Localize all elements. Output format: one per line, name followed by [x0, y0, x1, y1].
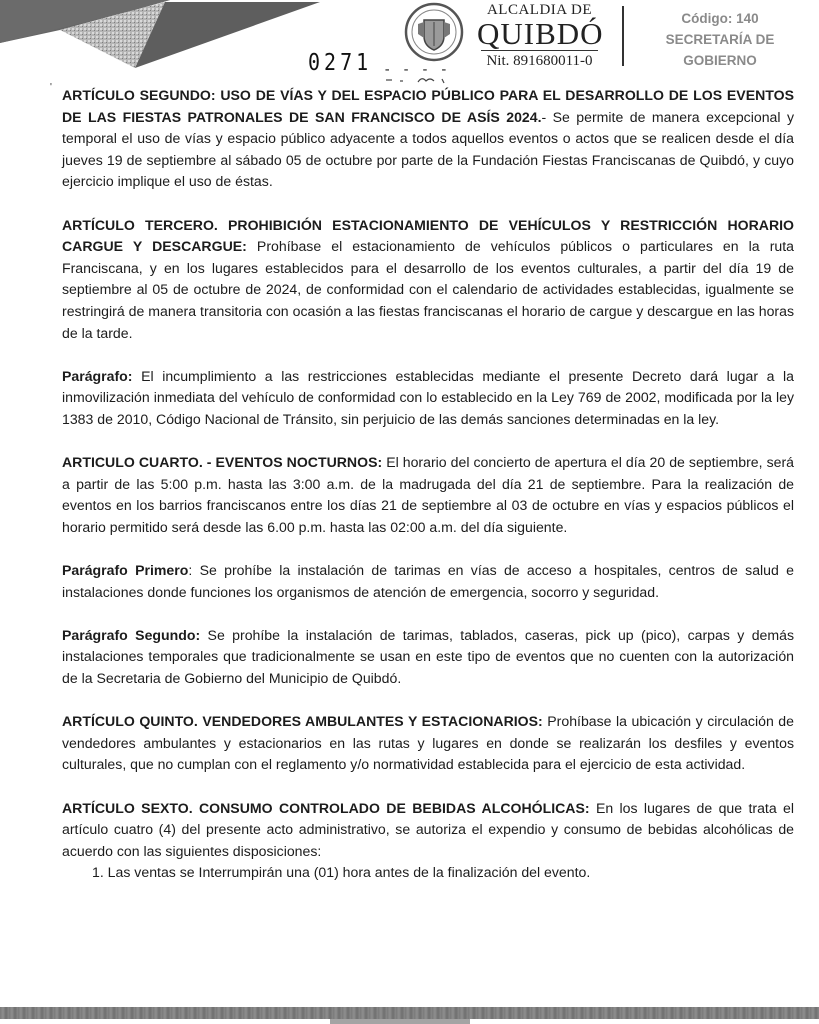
footer-cutoff-text [330, 1019, 470, 1024]
paragrafo [62, 366, 794, 431]
alcaldia-logo-text [477, 0, 602, 70]
article-heading: ARTICULO CUARTO. - EVENTOS NOCTURNOS: [62, 454, 383, 471]
secretaria-label: SECRETARÍA DE [665, 32, 775, 47]
list-item: 1. Las ventas se Interrumpirán una (01) hora antes de la finalización del evento. [92, 864, 591, 881]
article-text: Se prohíbe la instalación de tarimas, tablados, caseras, pick up (pico), carpas y demás instalaciones temporales que tradicionalmente se usan en este tipo de eventos que no cuenten con la autorización de la Secretaria de Gobierno del Municipio de Quibdó. [62, 626, 794, 687]
municipal-seal-logo [404, 2, 464, 62]
article-heading: Parágrafo: [62, 367, 133, 384]
disposiciones-list [62, 862, 794, 884]
handwritten-mark [384, 74, 454, 84]
paragrafo-segundo [62, 625, 794, 690]
article-text: El incumplimiento a las restricciones establecidas mediante el presente Decreto dará lugar a la inmovilización inmediata del vehículo de conformidad con lo establecido en la Ley 769 de 2002, modificada por la ley 1383 de 2010, Código Nacional de Tránsito, sin perjuicio de las demás sanciones determinadas en la ley. [62, 367, 794, 427]
article-text: : Se prohíbe la instalación de tarimas en vías de acceso a hospitales, centros de salud e instalaciones donde funciones los organismos de atención de emergencia, socorro y seguridad. [62, 562, 794, 600]
decorative-triangles-graphic [0, 0, 330, 75]
header-divider [622, 6, 624, 66]
codigo-label: Código: 140 [681, 11, 759, 26]
article-heading: Parágrafo Primero [62, 562, 189, 579]
footer-bar [0, 1007, 819, 1019]
scan-speck: ' [50, 82, 52, 93]
city-name: QUIBDÓ [477, 16, 604, 51]
article-sexto [62, 798, 794, 863]
article-segundo [62, 85, 794, 193]
article-cuarto [62, 452, 794, 538]
article-quinto [62, 711, 794, 776]
department-info [640, 8, 800, 71]
article-heading: ARTÍCULO TERCERO. PROHIBICIÓN ESTACIONAMIENTO DE VEHÍCULOS Y RESTRICCIÓN HORARIO CARGUE Y DESCARGUE: [62, 216, 794, 255]
document-header [0, 0, 819, 80]
decree-number-dashes: - - - - [383, 62, 450, 78]
article-text: El horario del concierto de apertura el día 20 de septiembre, será a partir de las 5:00 p.m. hasta las 3:00 a.m. de la madrugada del día 21 de septiembre. Para la realización de eventos en los barrios franciscanos entre los días 21 de septiembre al 03 de octubre en vías y espacios públicos el horario permitido será desde las 6.00 p.m. hasta las 02:00 a.m. del día siguiente. [62, 454, 794, 535]
gobierno-label: GOBIERNO [683, 53, 757, 68]
article-heading: Parágrafo Segundo: [62, 626, 201, 643]
decree-number-stamp: 0271 [308, 48, 373, 76]
document-body [62, 85, 794, 884]
paragrafo-primero [62, 560, 794, 603]
alcaldia-de-label: ALCALDIA DE [486, 2, 593, 18]
article-text: Prohíbase el estacionamiento de vehículos públicos o particulares en la ruta Franciscana, y en los lugares establecidos para el desarrollo de los eventos culturales, a partir del día 19 de septiembre al 05 de octubre de 2024, de conformidad con el calendario de actividades establecidas, igualmente se restringirá de manera transitoria con ocasión a las fiestas franciscanas el horario de cargue y descargue en las horas de la tarde. [62, 238, 794, 341]
article-heading: ARTÍCULO SEXTO. CONSUMO CONTROLADO DE BEBIDAS ALCOHÓLICAS: [62, 799, 590, 816]
article-heading: ARTÍCULO SEGUNDO: USO DE VÍAS Y DEL ESPACIO PÚBLICO PARA EL DESARROLLO DE LOS EVENTOS DE LAS FIESTAS PATRONALES DE SAN FRANCISCO DE ASÍS 2024. [62, 87, 794, 125]
article-text: Prohíbase la ubicación y circulación de vendedores ambulantes y estacionarios en las rutas y lugares en donde se realizarán los desfiles y eventos culturales, que no cumplan con el reglamento y/o normatividad establecida para el ejercicio de esta actividad. [62, 713, 794, 773]
article-text: En los lugares de que trata el artículo cuatro (4) del presente acto administrativo, se autoriza el expendio y consumo de bebidas alcohólicas de acuerdo con las siguientes disposiciones: [62, 799, 794, 859]
article-heading: ARTÍCULO QUINTO. VENDEDORES AMBULANTES Y ESTACIONARIOS: [62, 713, 543, 730]
nit-number: Nit. 891680011-0 [481, 50, 598, 70]
article-tercero [62, 215, 794, 345]
article-text: - Se permite de manera excepcional y temporal el uso de vías y espacio público adyacente a todos aquellos eventos o actos que se realicen desde el día jueves 19 de septiembre al sábado 05 de octubre por parte de la Fundación Fiestas Franciscanas de Quibdó, y cuyo ejercicio implique el uso de éstas. [62, 108, 794, 190]
